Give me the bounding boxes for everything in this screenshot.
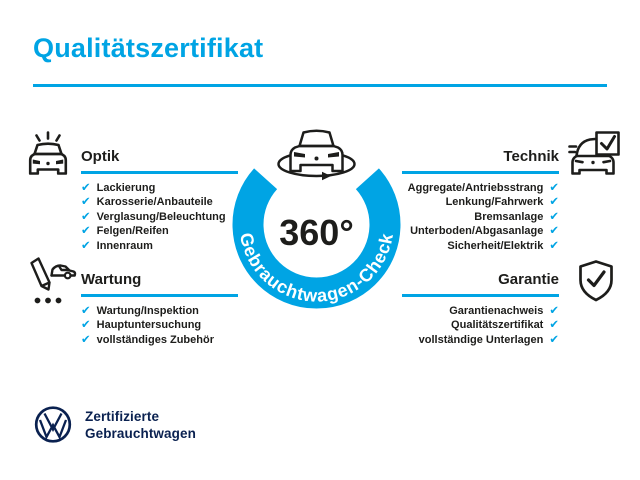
car-rotation-icon	[291, 131, 343, 171]
item-label: vollständige Unterlagen	[418, 333, 544, 346]
page-title: Qualitätszertifikat	[33, 33, 264, 63]
car-checkbox-icon	[568, 131, 622, 181]
checklist-item	[402, 333, 559, 348]
item-label: vollständiges Zubehör	[96, 333, 214, 346]
check-icon: ✔	[549, 181, 559, 194]
check-icon: ✔	[549, 333, 559, 346]
item-label: Bremsanlage	[474, 210, 544, 223]
check-icon: ✔	[549, 225, 559, 238]
item-label: Wartung/Inspektion	[96, 304, 199, 317]
item-label: Hauptuntersuchung	[96, 319, 202, 332]
section-title-technik: Technik	[503, 148, 559, 165]
check-icon: ✔	[81, 304, 91, 317]
shiny-car-icon	[24, 130, 72, 178]
item-label: Verglasung/Beleuchtung	[96, 210, 226, 223]
brand-text	[85, 409, 196, 442]
360-check-ring	[205, 103, 430, 315]
check-icon: ✔	[81, 239, 91, 252]
check-icon: ✔	[549, 304, 559, 317]
item-label: Garantienachweis	[449, 304, 544, 317]
item-label: Innenraum	[96, 239, 153, 252]
ring-label: Gebrauchtwagen-Check	[235, 230, 397, 306]
brand-line2: Gebrauchtwagen	[85, 425, 196, 441]
item-label: Karosserie/Anbauteile	[96, 196, 213, 209]
item-label: Unterboden/Abgasanlage	[410, 225, 544, 238]
section-title-wartung: Wartung	[81, 271, 142, 288]
brand-line1: Zertifizierte	[85, 409, 160, 424]
item-label: Sicherheit/Elektrik	[447, 239, 544, 252]
check-icon: ✔	[81, 319, 91, 332]
check-icon: ✔	[549, 196, 559, 209]
vw-logo	[31, 403, 75, 447]
shield-check-icon	[576, 259, 616, 303]
check-icon: ✔	[549, 319, 559, 332]
item-label: Aggregate/Antriebsstrang	[407, 181, 544, 194]
item-label: Lenkung/Fahrwerk	[445, 196, 544, 209]
section-title-optik: Optik	[81, 148, 120, 165]
check-icon: ✔	[549, 239, 559, 252]
check-icon: ✔	[81, 333, 91, 346]
header-divider	[33, 84, 607, 87]
pencil-checklist-car-icon	[26, 256, 78, 308]
check-icon: ✔	[81, 196, 91, 209]
check-icon: ✔	[549, 210, 559, 223]
check-icon: ✔	[81, 210, 91, 223]
item-label: Qualitätszertifikat	[451, 319, 544, 332]
item-label: Felgen/Reifen	[96, 225, 169, 238]
checklist-item	[81, 333, 238, 348]
degree-value: 360°	[279, 212, 354, 253]
check-icon: ✔	[81, 181, 91, 194]
rotation-arrowhead	[322, 172, 331, 180]
section-title-garantie: Garantie	[498, 271, 559, 288]
checklist-item	[402, 318, 559, 333]
checklist-item	[81, 318, 238, 333]
item-label: Lackierung	[96, 181, 156, 194]
check-icon: ✔	[81, 225, 91, 238]
